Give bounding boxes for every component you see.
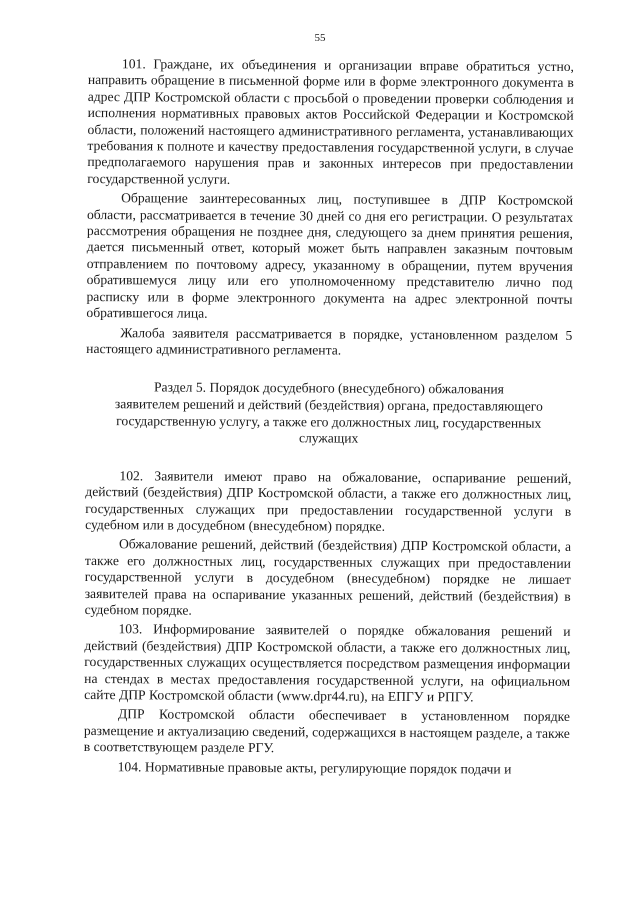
paragraph-102: 102. Заявители имеют право на обжалование, оспаривание решений, действий (бездействия) ДПР Костромской области, а также его должностных лиц, государственных служащих при предоставлении государственной услуги в судебном или в досудебном (внесудебном) порядке. <box>85 467 572 534</box>
section-5-heading <box>86 379 572 448</box>
paragraph-104: 104. Нормативные правовые акты, регулирующие порядок подачи и <box>117 758 512 777</box>
section-heading-line: государственную услугу, а также его должностных лиц, государственных <box>116 412 542 431</box>
section-heading-line: служащих <box>298 430 359 446</box>
paragraph-103: 103. Информирование заявителей о порядке обжалования решений и действий (бездействия) ДПР Костромской области, а также его должностных лиц, государственных служащих осуществляется посредством размещения информации на стендах в местах предоставления государственной услуги, на официальном сайте ДПР Костромской области (www.dpr44.ru), на ЕПГУ и РПГУ. <box>84 621 571 705</box>
section-heading-line: заявителем решений и действий (бездействия) органа, предоставляющего <box>114 396 543 414</box>
document-body <box>84 56 574 778</box>
paragraph-dpr-info: ДПР Костромской области обеспечивает в установленном порядке размещение и актуализацию сведений, содержащихся в настоящем разделе, а также в соответствующем разделе РГУ. <box>83 706 571 756</box>
page-number: 55 <box>314 32 326 44</box>
paragraph-complaint: Жалоба заявителя рассматривается в порядке, установленном разделом 5 настоящего административного регламента. <box>86 324 573 358</box>
paragraph-101: 101. Граждане, их объединения и организации вправе обратиться устно, направить обращение в письменной форме или в форме электронного документа в адрес ДПР Костромской области с просьбой о проведении проверки соблюдения и исполнения нормативных правовых актов Российской Федерации и Костромской области, положений настоящего административного регламента, устанавливающих требования к полноте и качеству предоставления государственной услуги, в случае предполагаемого нарушения прав и законных интересов при предоставлении государственной услуги. <box>87 56 574 187</box>
paragraph-appeal-review: Обращение заинтересованных лиц, поступившее в ДПР Костромской области, рассматривается в течение 30 дней со дня его регистрации. О результатах рассмотрения обращения не позднее дня, следующего за днем принятия решения, дается письменный ответ, который может быть направлен заказным почтовым отправлением по почтовому адресу, указанному в обращении, путем вручения обратившемуся лицу или его уполномоченному представителю лично под расписку или в форме электронного документа на адрес электронной почты обратившегося лица. <box>86 190 574 321</box>
paragraph-appeal-rights: Обжалование решений, действий (бездействия) ДПР Костромской области, а также его должностных лиц, государственных служащих при предоставлении государственной услуги в досудебном (внесудебном) порядке не лишает заявителей права на оспаривание указанных решений, действий (бездействия) в судебном порядке. <box>84 536 572 618</box>
section-heading-line: Раздел 5. Порядок досудебного (внесудебного) обжалования <box>153 379 504 397</box>
